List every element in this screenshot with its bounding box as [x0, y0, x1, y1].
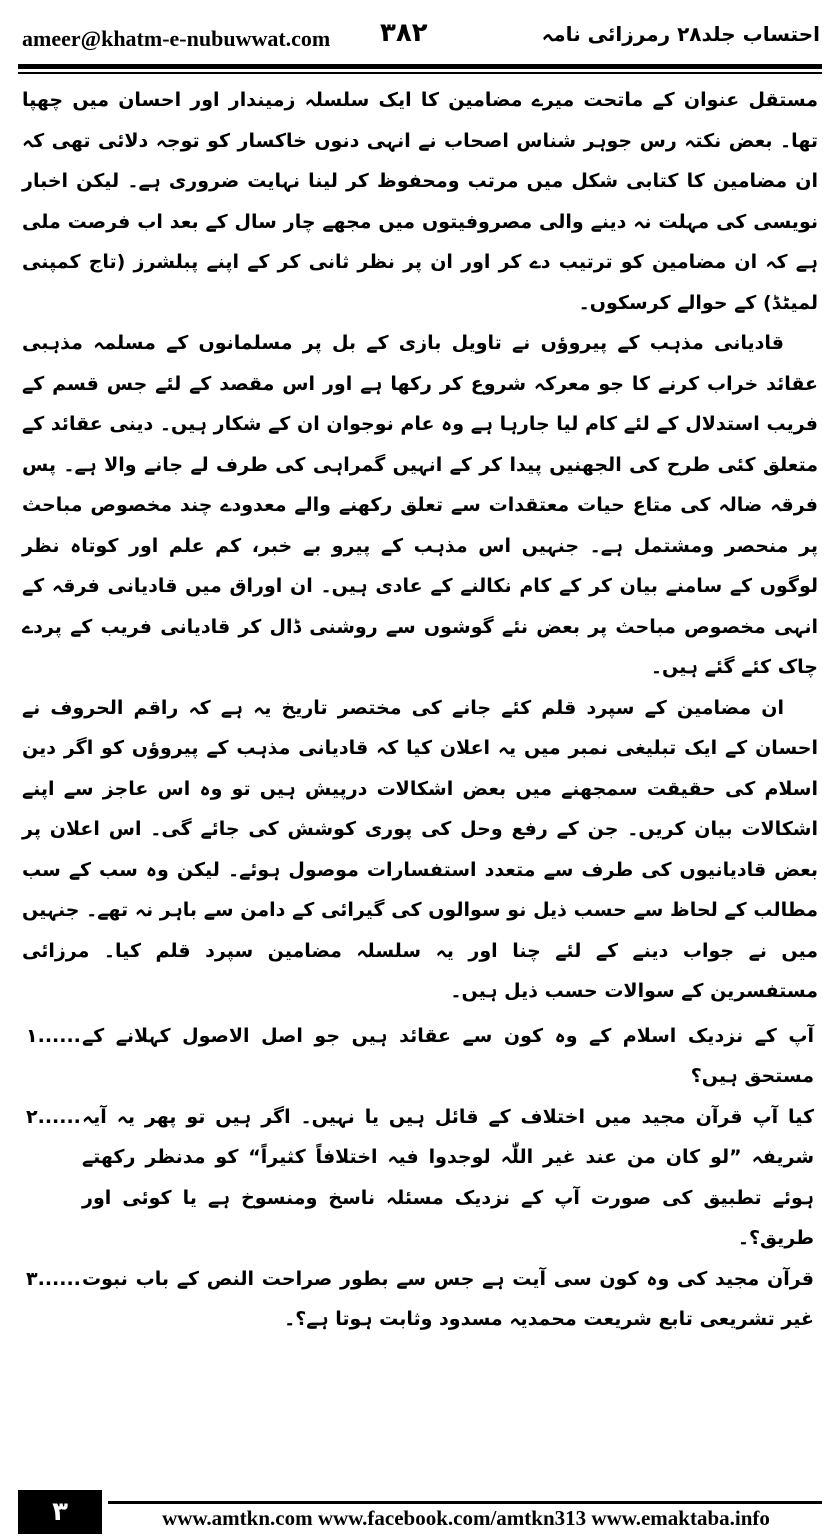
question-number: ۳...... — [26, 1267, 81, 1290]
page-body — [22, 80, 818, 1340]
footer-rule — [108, 1501, 822, 1504]
header-page-number: ۳۸۲ — [380, 18, 428, 48]
question-text: آپ کے نزدیک اسلام کے وہ کون سے عقائد ہیں جو اصل الاصول کہلانے کے مستحق ہیں؟ — [82, 1024, 814, 1087]
header-rule-thick — [18, 64, 822, 69]
page-header — [18, 18, 822, 58]
paragraph-3: ان مضامین کے سپرد قلم کئے جانے کی مختصر تاریخ یہ ہے کہ راقم الحروف نے احسان کے ایک تبلیغی نمبر میں یہ اعلان کیا کہ قادیانی مذہب کے پیروؤں کو اگر دین اسلام کی حقیقت سمجھنے میں بعض اشکالات درپیش ہیں تو وہ اس عاجز سے اپنے اشکالات بیان کریں۔ جن کے رفع وحل کی پوری کوشش کی جائے گی۔ اس اعلان پر بعض قادیانیوں کی طرف سے متعدد استفسارات موصول ہوئے۔ لیکن وہ سب کے سب مطالب کے لحاظ سے حسب ذیل نو سوالوں کی گیرائی کے دامن سے باہر نہ تھے۔ جنہیں میں نے جواب دینے کے لئے چنا اور یہ سلسلہ مضامین سپرد قلم کیا۔ مرزائی مستفسرین کے سوالات حسب ذیل ہیں۔ — [22, 696, 818, 1002]
header-email: ameer@khatm-e-nubuwwat.com — [22, 26, 331, 51]
question-item-1 — [22, 1016, 818, 1097]
question-number: ۱...... — [26, 1024, 81, 1047]
header-rule-thin — [18, 72, 822, 74]
footer-page-number: ۳ — [18, 1490, 102, 1534]
question-text-after: کو مدنظر رکھتے ہوئے تطبیق کی صورت آپ کے نزدیک مسئلہ ناسخ ومنسوخ ہے یا کوئی اور طریق؟۔ — [82, 1146, 814, 1249]
question-item-3 — [22, 1259, 818, 1340]
question-item-2 — [22, 1097, 818, 1259]
quranic-quote: ”لو کان من عند غیر اللّٰہ لوجدوا فیہ اختلافاً کثیراً“ — [248, 1146, 742, 1168]
question-text: قرآن مجید کی وہ کون سی آیت ہے جس سے بطور صراحت النص کے باب نبوت غیر تشریعی تابع شریعت محمدیہ مسدود وثابت ہوتا ہے؟۔ — [82, 1267, 814, 1330]
paragraph-2: قادیانی مذہب کے پیروؤں نے تاویل بازی کے بل پر مسلمانوں کے مسلمہ مذہبی عقائد خراب کرنے کا جو معرکہ شروع کر رکھا ہے اور اس مقصد کے لئے جس قسم کے فریب استدلال کے لئے کام لیا جارہا ہے وہ عام نوجوان ان کے شکار ہیں۔ دینی عقائد کے متعلق کئی طرح کی الجھنیں پیدا کر کے انہیں گمراہی کی طرف لے جانے والا ہے۔ پس فرقہ ضالہ کی متاع حیات معتقدات سے تعلق رکھنے والے معدودے چند مخصوص مباحث پر منحصر ومشتمل ہے۔ جنہیں اس مذہب کے پیرو بے خبر، کم علم اور کوتاہ نظر لوگوں کے سامنے بیان کر کے کام نکالنے کے عادی ہیں۔ ان اوراق میں قادیانی فرقہ کے انہی مخصوص مباحث پر بعض نئے گوشوں سے روشنی ڈال کر قادیانی فریب کے پردے چاک کئے گئے ہیں۔ — [22, 332, 818, 678]
footer-links: www.amtkn.com www.facebook.com/amtkn313 www.emaktaba.info — [162, 1506, 770, 1530]
header-running-title: احتساب جلد۲۸ رمرزائی نامہ — [541, 22, 820, 46]
question-text — [82, 1097, 818, 1259]
question-list — [22, 1016, 818, 1340]
paragraph-1: مستقل عنوان کے ماتحت میرے مضامین کا ایک سلسلہ زمیندار اور احسان میں چھپا تھا۔ بعض نکتہ رس جوہر شناس اصحاب نے انہی دنوں خاکسار کو توجہ دلائی تھی کہ ان مضامین کا کتابی شکل میں مرتب ومحفوظ کر لینا نہایت ضروری ہے۔ لیکن اخبار نویسی کی مہلت نہ دینے والی مصروفیتوں میں مجھے چار سال کے بعد اب فرصت ملی ہے کہ ان مضامین کو ترتیب دے کر اور ان پر نظر ثانی کر کے اپنے پبلشرز (تاج کمپنی لمیٹڈ) کے حوالے کرسکوں۔ — [22, 89, 818, 314]
question-number: ۲...... — [26, 1105, 81, 1128]
question-text-before: کیا آپ قرآن مجید میں اختلاف کے قائل ہیں یا نہیں۔ اگر ہیں تو پھر یہ آیہ شریفہ — [82, 1105, 815, 1168]
